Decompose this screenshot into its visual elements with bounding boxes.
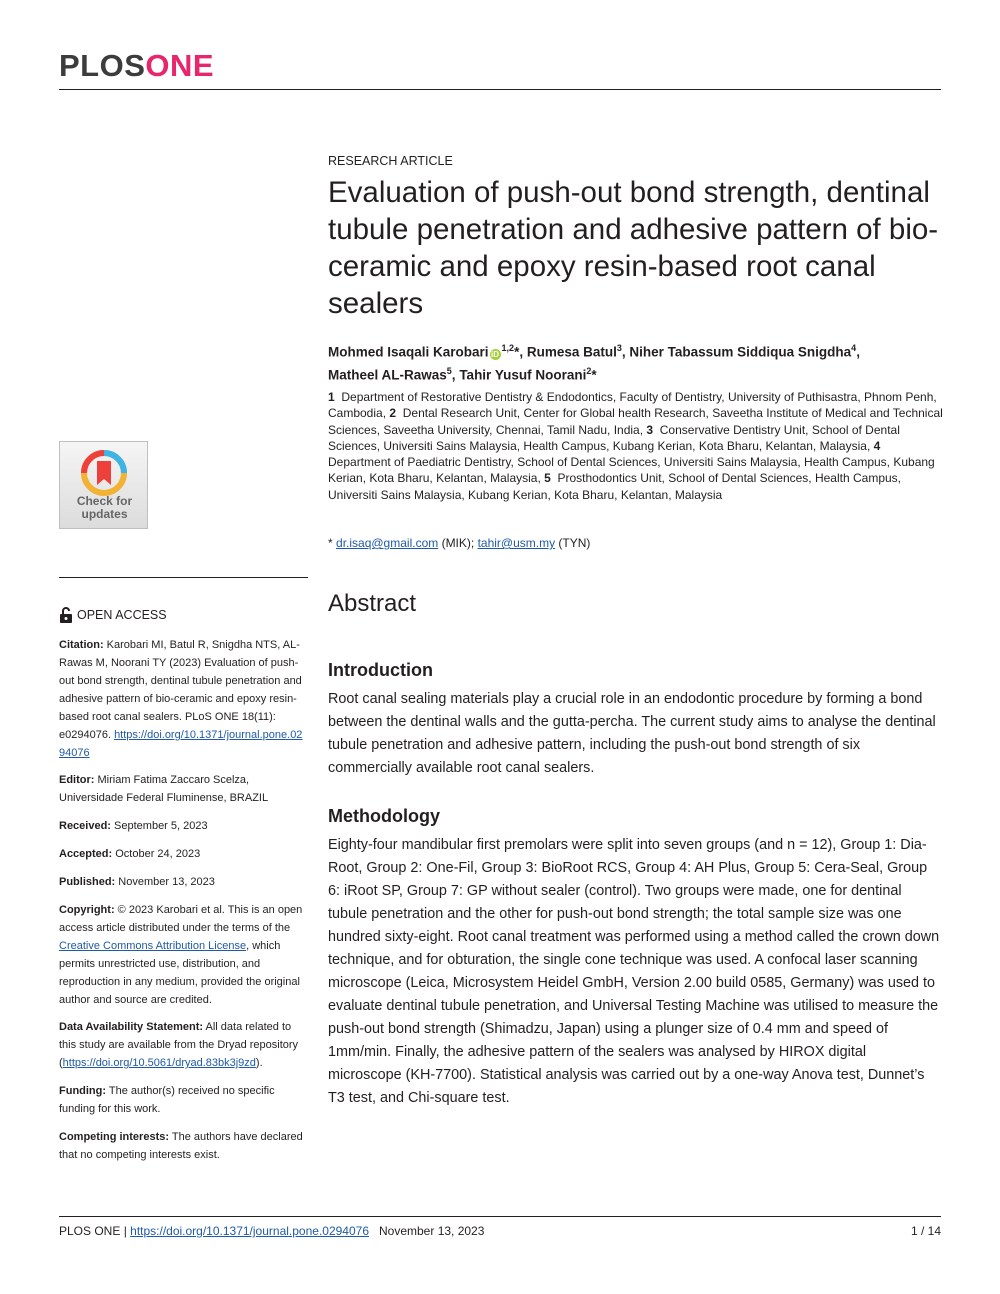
corresponding-mark: *, xyxy=(514,344,527,360)
check-for-updates-badge[interactable] xyxy=(59,441,148,529)
author-name[interactable]: Niher Tabassum Siddiqua Snigdha xyxy=(629,344,852,360)
data-availability-text: All data related to this study are available from the Dryad repository ( xyxy=(59,1021,299,1069)
copyright-text: , which permits unrestricted use, distribution, and reproduction in any medium, provided the original author and source are credited. xyxy=(59,940,300,1006)
funding-text: The author(s) received no specific funding for this work. xyxy=(59,1085,275,1115)
badge-line: Check for xyxy=(76,494,133,508)
citation-text: Karobari MI, Batul R, Snigdha NTS, AL-Rawas M, Noorani TY (2023) Evaluation of push-out bond strength, dentinal tubule penetration and adhesive pattern of bio-ceramic and epoxy resin-based root canal sealers. PLoS ONE 18(11): e0294076. xyxy=(59,639,302,741)
page-number: 1 / 14 xyxy=(910,1224,941,1238)
email-owner: (TYN) xyxy=(555,536,591,550)
footer xyxy=(59,1224,484,1238)
copyright-block xyxy=(59,901,308,1009)
header-divider xyxy=(59,89,941,90)
received-date: September 5, 2023 xyxy=(110,820,208,832)
corresponding-mark: * xyxy=(591,367,597,382)
affiliation-text: Dental Research Unit, Center for Global health Research, Saveetha Institute of Medical and Technical Sciences, Saveetha University, Chennai, Tamil Nadu, India, xyxy=(328,406,943,437)
published-date: November 13, 2023 xyxy=(115,876,215,888)
received-block xyxy=(59,817,308,835)
abstract-heading: Abstract xyxy=(328,590,417,617)
journal-logo[interactable] xyxy=(59,50,214,81)
editor-label: Editor: xyxy=(59,774,95,786)
copyright-label: Copyright: xyxy=(59,904,115,916)
author-affiliation-sup: 3 xyxy=(616,343,622,353)
sidebar-divider xyxy=(59,577,308,578)
open-access-label xyxy=(59,606,167,624)
footer-date: November 13, 2023 xyxy=(379,1224,485,1238)
copyright-text: © 2023 Karobari et al. This is an open access article distributed under the terms of the xyxy=(59,904,303,934)
published-label: Published: xyxy=(59,876,116,888)
methodology-text: Eighty-four mandibular first premolars were split into seven groups (and n = 12), Group 1: Dia-Root, Group 2: One-Fil, Group 3: BioRoot RCS, Group 4: AH Plus, Group 5: Cera-Seal, Group 6: iRoot SP, Group 7: GP without sealer (control). Two groups were made, one for dentinal tubule penetration and the other for push-out bond strength; the total sample size was one hundred sixty-eight. Root canal treatment was performed using a method called the crown down technique, and for obturation, the single cone technique was used. A confocal laser scanning microscope (Leica, Microsystem Heidel GmbH, Version 2.00 build 0585, Germany) was used to evaluate dentinal tubule penetration, and Universal Testing Machine was utilised to measure the push-out bond strength (Shimadzu, Japan) using a plunger size of 0.4 mm and speed of 1mm/min. Finally, the adhesive pattern of the sealers was analysed by HIROX digital microscope (KH-7700). Statistical analysis was carried out by a one-way Anova test, Dunnet’s T3 test, and Chi-square test. xyxy=(328,837,940,1106)
open-lock-icon xyxy=(59,606,73,624)
competing-interests-block xyxy=(59,1128,308,1164)
affiliation-text: Department of Paediatric Dentistry, School of Dental Sciences, Universiti Sains Malaysia, Health Campus, Kubang Kerian, Kota Bharu, Kelantan, Malaysia, xyxy=(328,455,935,486)
accepted-block xyxy=(59,845,308,863)
published-block xyxy=(59,873,308,891)
footer-doi-link[interactable]: https://doi.org/10.1371/journal.pone.0294076 xyxy=(130,1224,369,1238)
affiliation-number: 2 xyxy=(389,406,397,421)
affiliation-text: Department of Restorative Dentistry & Endodontics, Faculty of Dentistry, University of Puthisastra, Phnom Penh, Cambodia, xyxy=(328,390,937,421)
article-type: RESEARCH ARTICLE xyxy=(328,154,453,168)
funding-label: Funding: xyxy=(59,1085,107,1097)
author-name[interactable]: Matheel AL-Rawas xyxy=(328,367,447,382)
open-access-text: OPEN ACCESS xyxy=(77,608,167,622)
data-availability-block xyxy=(59,1018,308,1072)
email-link[interactable]: dr.isaq@gmail.com xyxy=(336,536,439,550)
badge-line: updates xyxy=(81,507,128,521)
correspondence xyxy=(328,536,590,550)
received-label: Received: xyxy=(59,820,111,832)
editor-text: Miriam Fatima Zaccaro Scelza, Universidade Federal Fluminense, BRAZIL xyxy=(59,774,269,804)
competing-interests-text: The authors have declared that no competing interests exist. xyxy=(59,1131,303,1161)
accepted-date: October 24, 2023 xyxy=(112,848,201,860)
logo-one-text: ONE xyxy=(145,48,215,83)
funding-block xyxy=(59,1082,308,1118)
crossmark-icon xyxy=(81,450,127,496)
author-affiliation-sup: 4 xyxy=(851,343,857,353)
affiliation-number: 3 xyxy=(646,422,654,437)
introduction-text: Root canal sealing materials play a crucial role in an endodontic procedure by forming a bond between the dentinal walls and the gutta-percha. The current study aims to analyse the dentinal tubule penetration and adhesive pattern, including the push-out bond strength of six commercially available root canal sealers. xyxy=(328,691,936,776)
correspondence-prefix: * xyxy=(328,536,337,550)
data-availability-label: Data Availability Statement: xyxy=(59,1021,204,1033)
email-link[interactable]: tahir@usm.my xyxy=(477,536,556,550)
author-name[interactable]: Tahir Yusuf Noorani xyxy=(459,367,587,382)
license-link[interactable]: Creative Commons Attribution License xyxy=(59,940,247,952)
introduction-heading: Introduction xyxy=(328,660,433,680)
competing-interests-label: Competing interests: xyxy=(59,1131,170,1143)
author-affiliation-sup: 5 xyxy=(446,365,452,376)
methodology-heading: Methodology xyxy=(328,806,440,826)
citation-doi-link[interactable]: https://doi.org/10.1371/journal.pone.0294076 xyxy=(59,729,303,759)
editor-block xyxy=(59,771,308,807)
affiliation-number: 1 xyxy=(328,390,335,404)
logo-plos-text: PLOS xyxy=(59,48,146,83)
email-owner: (MIK); xyxy=(438,536,478,550)
affiliations xyxy=(328,389,943,503)
author-name[interactable]: Mohmed Isaqali Karobari xyxy=(328,344,489,360)
dryad-link[interactable]: https://doi.org/10.5061/dryad.83bk3j9zd xyxy=(62,1057,256,1069)
affiliation-number: 5 xyxy=(544,471,551,486)
footer-divider xyxy=(59,1216,941,1217)
author-affiliation-sup: 2 xyxy=(586,365,592,376)
data-availability-text: ). xyxy=(255,1057,263,1069)
accepted-label: Accepted: xyxy=(59,848,113,860)
citation-block xyxy=(59,636,308,762)
author-name[interactable]: Rumesa Batul xyxy=(526,344,617,360)
citation-label: Citation: xyxy=(59,639,104,651)
author-list: Mohmed Isaqali Karobari iD$^{1,2}$*, Rumesa Batul$^3$, Niher Tabassum Siddiqua Snigdha$^4$, Matheel AL-Rawas$^5$, Tahir Yusuf Noorani$^2$* xyxy=(328,343,860,382)
author-affiliation-sup: 1,2 xyxy=(501,343,515,353)
article-title: Evaluation of push-out bond strength, dentinal tubule penetration and adhesive pattern of bio-ceramic and epoxy resin-based root canal sealers xyxy=(328,176,939,320)
affiliation-number: 4 xyxy=(873,438,881,453)
orcid-icon[interactable]: iD xyxy=(491,349,500,359)
affiliation-text: Prosthodontics Unit, School of Dental Sciences, Health Campus, Universiti Sains Malaysia, Kubang Kerian, Kota Bharu, Kelantan, Malaysia xyxy=(328,471,902,502)
footer-journal: PLOS ONE | xyxy=(59,1224,131,1238)
affiliation-text: Conservative Dentistry Unit, School of Dental Sciences, Universiti Sains Malaysia, Health Campus, Kubang Kerian, Kota Bharu, Kelantan, Malaysia, xyxy=(328,422,900,453)
